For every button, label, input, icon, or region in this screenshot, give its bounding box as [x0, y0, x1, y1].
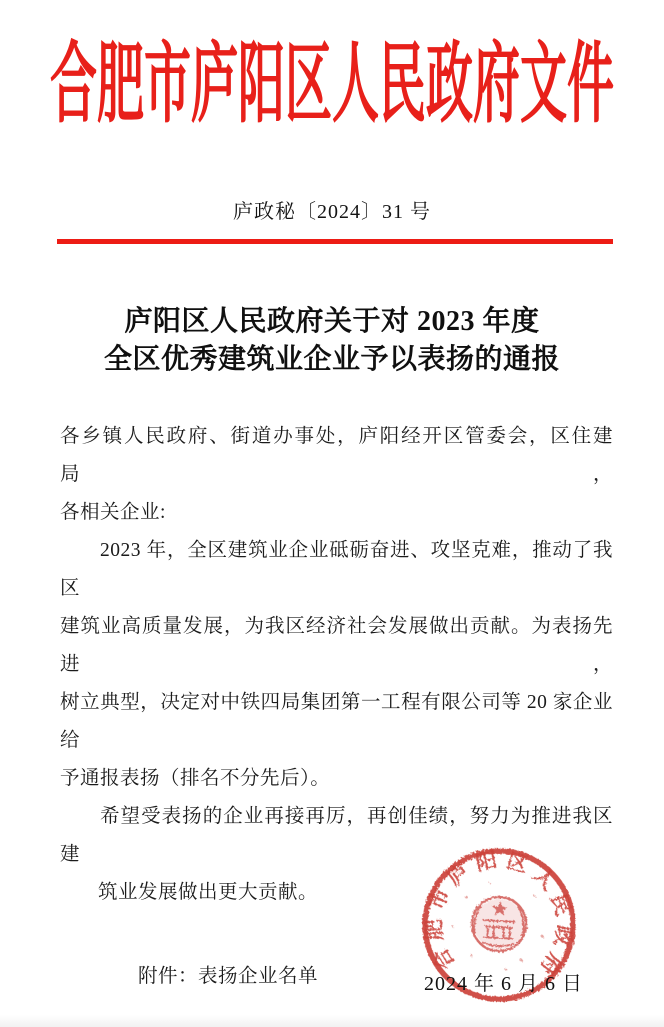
body-line: 各乡镇人民政府、街道办事处，庐阳经开区管委会，区住建局， — [60, 426, 613, 485]
national-emblem-icon — [471, 896, 528, 953]
body-line: 树立典型，决定对中铁四局集团第一工程有限公司等 20 家企业给 — [60, 692, 613, 751]
letterhead-title: 合肥市庐阳区人民政府文件 — [50, 36, 614, 135]
scan-shadow — [0, 1015, 664, 1027]
body-line: 各相关企业: — [60, 502, 166, 523]
body-line: 筑业发展做出更大贡献。 — [98, 882, 319, 903]
red-divider — [57, 239, 613, 244]
body-line: 2023 年，全区建筑业企业砥砺奋进、攻坚克难，推动了我区 — [60, 540, 613, 599]
document-title — [0, 303, 664, 379]
body-line: 建筑业高质量发展，为我区经济社会发展做出贡献。为表扬先进， — [60, 616, 613, 675]
document-title-line1: 庐阳区人民政府关于对 2023 年度 — [124, 306, 540, 337]
body-line: 希望受表扬的企业再接再厉，再创佳绩，努力为推进我区建 — [60, 806, 613, 865]
doc-number: 庐政秘〔2024〕31 号 — [233, 201, 431, 223]
seal-text: 合肥市庐阳区人民政府 — [421, 847, 577, 980]
document-title-line2: 全区优秀建筑业企业予以表扬的通报 — [103, 344, 560, 375]
attachment-note: 附件：表扬企业名单 — [138, 966, 319, 987]
issue-date: 2024 年 6 月 6 日 — [424, 973, 583, 995]
body-line: 予通报表扬（排名不分先后）。 — [60, 768, 331, 789]
